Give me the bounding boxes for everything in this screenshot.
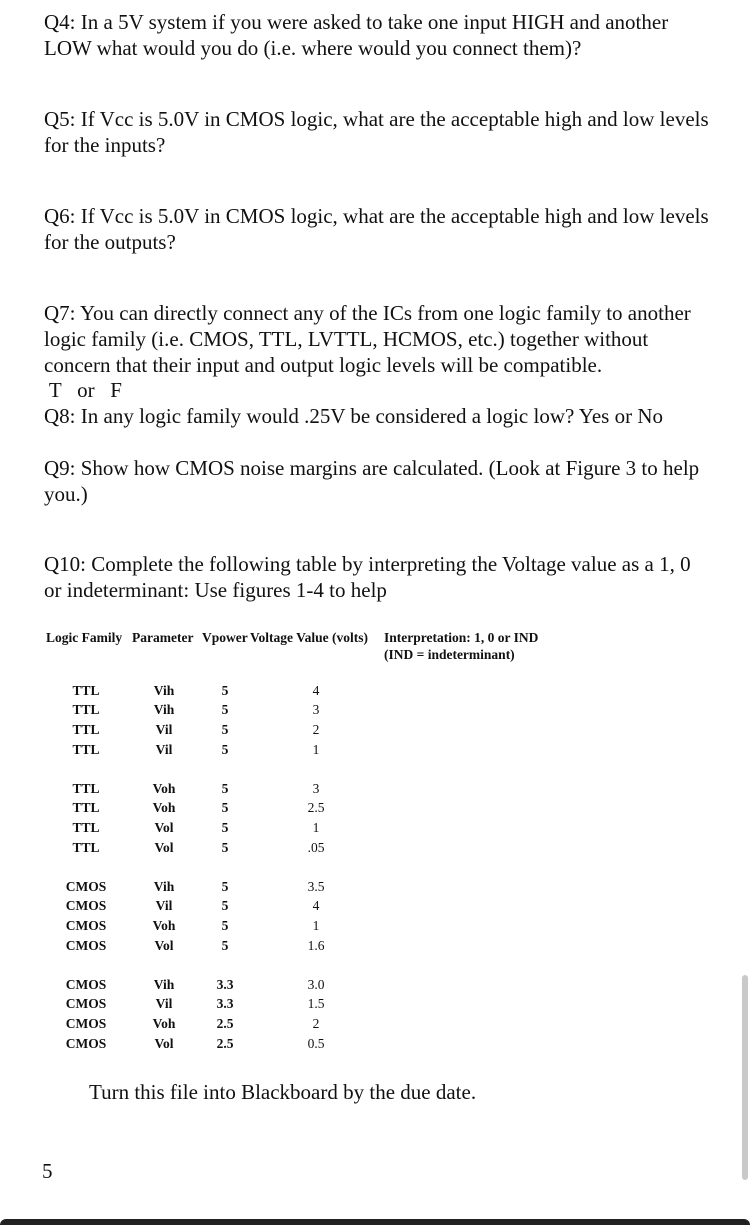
header-interpretation: Interpretation: 1, 0 or IND (IND = indeterminant) [384,630,539,662]
question-10: Q10: Complete the following table by interpreting the Voltage value as a 1, 0 or indeterminant: Use figures 1-4 to help [44,552,691,602]
table-row [0,1034,400,1054]
cell-parameter: Voh [152,918,176,933]
cell-parameter: Vol [154,840,174,855]
cell-voltage-value: 0.5 [307,1036,325,1051]
table-row [0,681,400,701]
cell-voltage-value: 1 [312,820,320,835]
cell-vpower: 5 [221,683,229,698]
page-number: 5 [42,1159,53,1183]
cell-logic-family: CMOS [65,898,107,913]
question-6: Q6: If Vcc is 5.0V in CMOS logic, what are the acceptable high and low levels for the outputs? [44,204,709,254]
cell-vpower: 5 [221,742,229,757]
table-row [0,936,400,956]
header-voltage-value: Voltage Value (volts) [250,630,369,645]
cell-parameter: Vih [153,683,175,698]
table-row [0,740,400,760]
cell-voltage-value: 1 [312,918,320,933]
cell-logic-family: CMOS [65,938,107,953]
cell-parameter: Voh [152,1016,176,1031]
header-parameter: Parameter [132,630,194,645]
cell-parameter: Voh [152,781,176,796]
cell-voltage-value: 3.5 [307,879,325,894]
cell-logic-family: CMOS [65,996,107,1011]
footer-note: Turn this file into Blackboard by the due date. [89,1080,477,1104]
cell-vpower: 5 [221,781,229,796]
table-row [0,700,400,720]
cell-logic-family: CMOS [65,977,107,992]
cell-voltage-value: 2 [312,1016,320,1031]
cell-vpower: 2.5 [216,1016,234,1031]
cell-vpower: 3.3 [216,996,234,1011]
table-row [0,1014,400,1034]
cell-logic-family: CMOS [65,918,107,933]
cell-voltage-value: 1 [312,742,320,757]
cell-parameter: Vol [154,938,174,953]
table-row [0,818,400,838]
header-vpower: Vpower [202,630,248,645]
table-row [0,798,400,818]
cell-voltage-value: 1.6 [307,938,325,953]
cell-vpower: 5 [221,879,229,894]
cell-voltage-value: 3 [312,702,320,717]
cell-voltage-value: 2 [312,722,320,737]
cell-voltage-value: .05 [307,840,325,855]
cell-vpower: 5 [221,938,229,953]
table-row [0,838,400,858]
table-row [0,916,400,936]
cell-voltage-value: 3.0 [307,977,325,992]
cell-logic-family: TTL [72,840,100,855]
cell-voltage-value: 2.5 [307,800,325,815]
cell-vpower: 5 [221,820,229,835]
cell-parameter: Voh [152,800,176,815]
cell-parameter: Vol [154,1036,174,1051]
cell-logic-family: CMOS [65,1036,107,1051]
cell-vpower: 5 [221,722,229,737]
cell-vpower: 5 [221,702,229,717]
question-5: Q5: If Vcc is 5.0V in CMOS logic, what are the acceptable high and low levels for the inputs? [44,107,709,157]
header-logic-family: Logic Family [46,630,123,645]
cell-vpower: 3.3 [216,977,234,992]
cell-voltage-value: 4 [312,898,320,913]
cell-logic-family: CMOS [65,879,107,894]
cell-voltage-value: 4 [312,683,320,698]
question-8: Q8: In any logic family would .25V be considered a logic low? Yes or No [44,404,664,428]
table-row [0,779,400,799]
table-row [0,877,400,897]
cell-voltage-value: 3 [312,781,320,796]
table-row [0,975,400,995]
cell-vpower: 5 [221,800,229,815]
cell-parameter: Vil [155,722,173,737]
cell-logic-family: TTL [72,800,100,815]
table-row [0,994,400,1014]
question-9: Q9: Show how CMOS noise margins are calculated. (Look at Figure 3 to help you.) [44,456,700,506]
cell-vpower: 5 [221,840,229,855]
scrollbar[interactable] [742,975,748,1180]
cell-parameter: Vih [153,879,175,894]
cell-parameter: Vih [153,977,175,992]
table-row [0,896,400,916]
cell-voltage-value: 1.5 [307,996,325,1011]
cell-parameter: Vil [155,898,173,913]
cell-vpower: 5 [221,898,229,913]
table-row [0,720,400,740]
cell-parameter: Vil [155,742,173,757]
cell-parameter: Vil [155,996,173,1011]
question-7-choices: T or F [44,378,122,402]
cell-logic-family: CMOS [65,1016,107,1031]
cell-logic-family: TTL [72,742,100,757]
question-4: Q4: In a 5V system if you were asked to take one input HIGH and another LOW what would you do (i.e. where would you connect them)? [44,10,669,60]
cell-logic-family: TTL [72,722,100,737]
cell-logic-family: TTL [72,702,100,717]
bottom-bar [0,1219,750,1225]
cell-parameter: Vol [154,820,174,835]
question-7: Q7: You can directly connect any of the ICs from one logic family to another logic family (i.e. CMOS, TTL, LVTTL, HCMOS, etc.) together without concern that their input and output logic levels will be compatible. [44,301,691,377]
cell-logic-family: TTL [72,781,100,796]
cell-vpower: 5 [221,918,229,933]
cell-logic-family: TTL [72,683,100,698]
cell-logic-family: TTL [72,820,100,835]
cell-vpower: 2.5 [216,1036,234,1051]
cell-parameter: Vih [153,702,175,717]
